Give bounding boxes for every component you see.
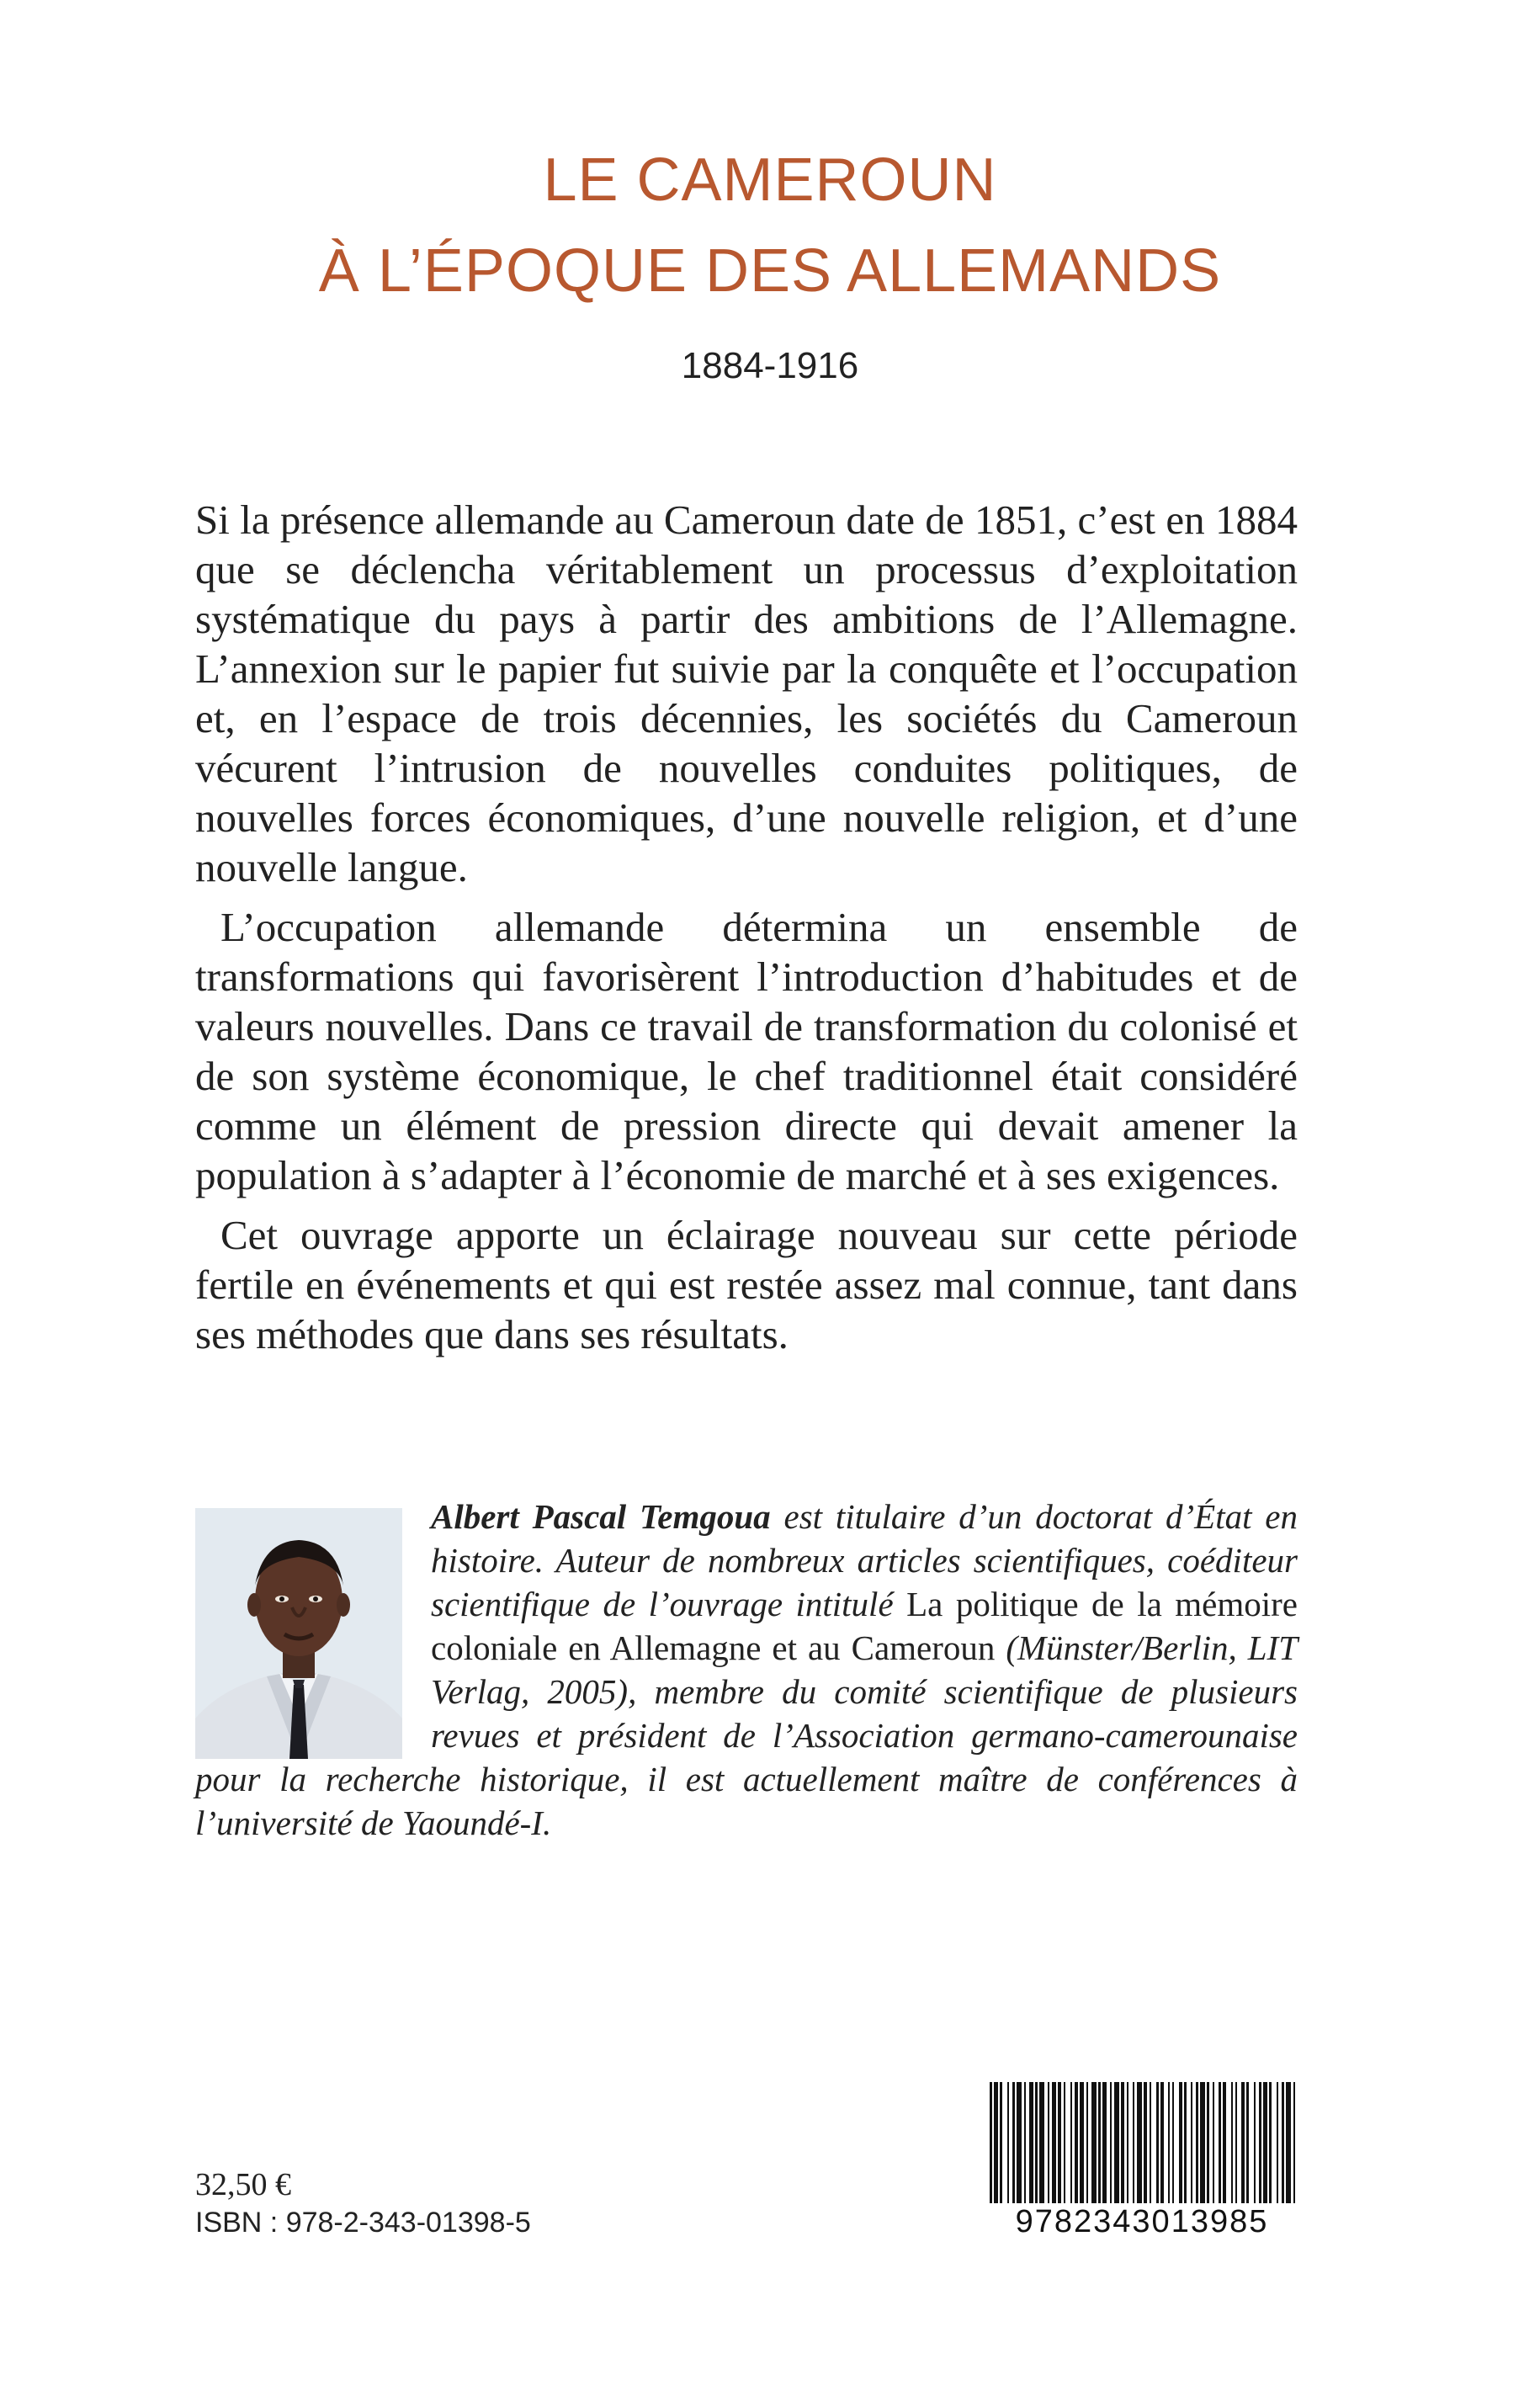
summary-paragraph: L’occupation allemande détermina un ensemble de transformations qui favorisèrent l’introduction d’habitudes et de valeurs nouvelles. Dans ce travail de transformation du colonisé et de son système économique, le chef traditionnel était considéré comme un élément de pression directe qui devait amener la population à s’adapter à l’économie de marché et à ses exigences. <box>195 904 1298 1198</box>
book-title-line-2: À L’ÉPOQUE DES ALLEMANDS <box>318 237 1222 305</box>
cited-book-title: La politique de la mémoire coloniale en Allemagne et au Cameroun <box>431 1585 1298 1667</box>
summary-paragraph: Cet ouvrage apporte un éclairage nouveau sur cette période fertile en événements et qui est restée assez mal connue, tant dans ses méthodes que dans ses résultats. <box>195 1212 1298 1357</box>
summary-text <box>195 495 1298 1369</box>
summary-paragraph: Si la présence allemande au Cameroun date de 1851, c’est en 1884 que se déclencha véritablement un processus d’exploitation systématique du pays à partir des ambitions de l’Allemagne. L’annexion sur le papier fut suivie par la conquête et l’occupation et, en l’espace de trois décennies, les sociétés du Cameroun vécurent l’intrusion de nouvelles conduites politiques, de nouvelles forces économiques, d’une nouvelle religion, et d’une nouvelle langue. <box>195 497 1298 890</box>
book-title-line-1: LE CAMEROUN <box>543 146 997 214</box>
barcode-digits: 9782343013985 <box>986 2203 1298 2240</box>
author-bio-text: est titulaire d’un doctorat d’État en histoire. Auteur de nombreux articles scientifiques, coéditeur scientifique de l’ouvrage intitulé <box>431 1497 1298 1623</box>
book-subtitle-dates: 1884-1916 <box>681 345 859 386</box>
author-name: Albert Pascal Temgoua <box>431 1497 771 1536</box>
author-bio-text: (Münster/Berlin, LIT Verlag, 2005), membre du comité scientifique de plusieurs revues et président de l’Association germano-camerounaise pour la recherche historique, il est actuellement maître de conférences à l’université de Yaoundé-I. <box>195 1628 1298 1842</box>
author-bio <box>195 1495 1298 1845</box>
price: 32,50 € <box>195 2167 291 2202</box>
isbn: ISBN : 978-2-343-01398-5 <box>195 2207 531 2239</box>
